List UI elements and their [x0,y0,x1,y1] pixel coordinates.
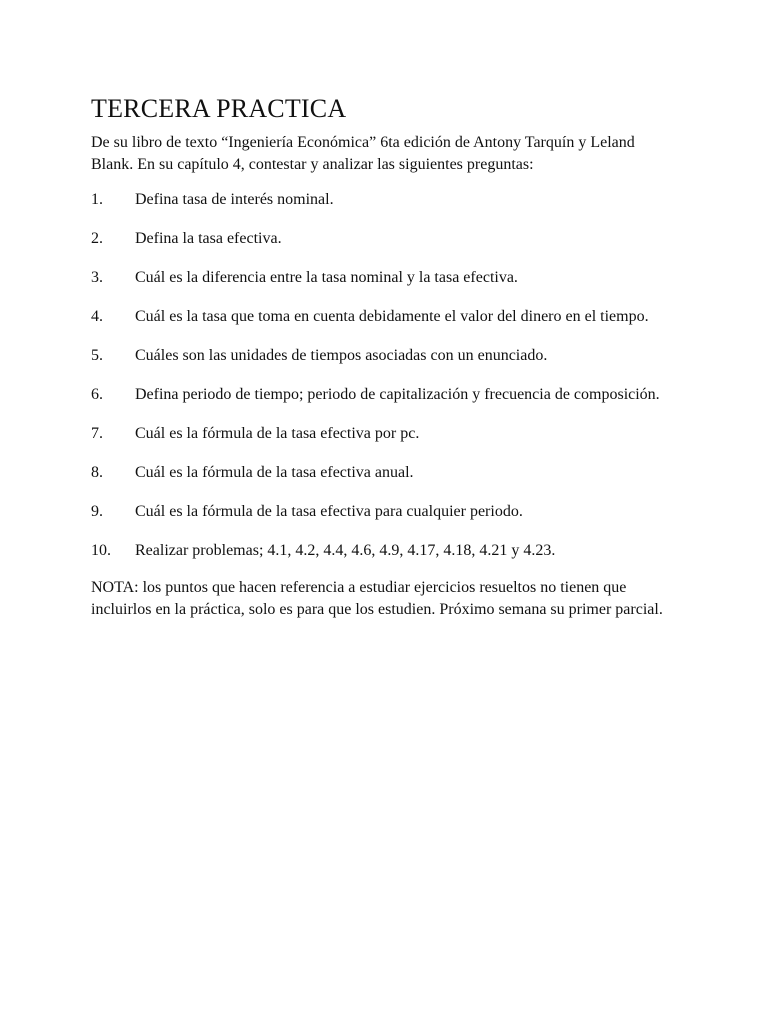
question-item [91,462,671,484]
question-number: 2. [91,230,103,247]
question-item [91,540,671,562]
question-item [91,189,671,211]
question-text: Cuál es la diferencia entre la tasa nominal y la tasa efectiva. [135,269,518,286]
question-list [91,189,671,562]
question-item [91,501,671,523]
question-number: 7. [91,425,103,442]
intro-paragraph: De su libro de texto “Ingeniería Económica” 6ta edición de Antony Tarquín y Leland Blank. En su capítulo 4, contestar y analizar las siguientes preguntas: [91,134,635,173]
question-item [91,306,671,328]
question-number: 9. [91,503,103,520]
question-item [91,228,671,250]
question-item [91,423,671,445]
question-number: 4. [91,308,103,325]
question-text: Cuál es la fórmula de la tasa efectiva por pc. [135,425,420,442]
question-text: Cuál es la tasa que toma en cuenta debidamente el valor del dinero en el tiempo. [135,308,649,325]
question-number: 1. [91,191,103,208]
question-item [91,384,671,406]
question-number: 5. [91,347,103,364]
question-text: Cuál es la fórmula de la tasa efectiva anual. [135,464,414,481]
question-item [91,345,671,367]
question-item [91,267,671,289]
question-text: Realizar problemas; 4.1, 4.2, 4.4, 4.6, 4.9, 4.17, 4.18, 4.21 y 4.23. [135,542,556,559]
page-title: TERCERA PRACTICA [91,94,347,123]
question-number: 3. [91,269,103,286]
question-text: Defina periodo de tiempo; periodo de capitalización y frecuencia de composición. [135,386,660,403]
question-text: Defina la tasa efectiva. [135,230,282,247]
note-paragraph: NOTA: los puntos que hacen referencia a estudiar ejercicios resueltos no tienen que incluirlos en la práctica, solo es para que los estudien. Próximo semana su primer parcial. [91,579,663,618]
question-number: 6. [91,386,103,403]
question-text: Cuál es la fórmula de la tasa efectiva para cualquier periodo. [135,503,523,520]
question-text: Cuáles son las unidades de tiempos asociadas con un enunciado. [135,347,548,364]
document-page [91,94,671,620]
question-text: Defina tasa de interés nominal. [135,191,334,208]
question-number: 8. [91,464,103,481]
question-number: 10. [91,542,111,559]
